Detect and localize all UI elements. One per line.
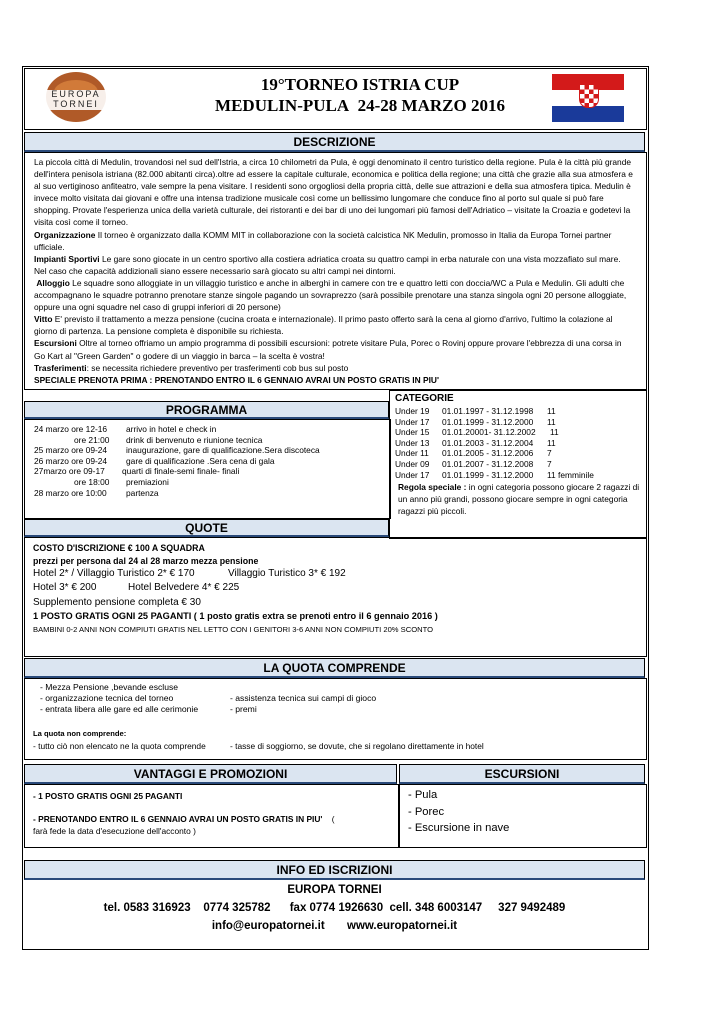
title-location: MEDULIN-PULA xyxy=(215,96,350,115)
flag-shield-icon xyxy=(579,84,599,108)
programma-when: 28 marzo ore 10:00 xyxy=(34,487,107,498)
regola-label: Regola speciale : xyxy=(398,482,467,493)
quote-content xyxy=(33,542,633,637)
regola-text: in ogni categoria possono giocare 2 ragazzi di un anno più grandi, possono giocare sempre in ogni categoria ragazzi più piccoli. xyxy=(398,482,640,517)
quote-bambini: BAMBINI 0-2 ANNI NON COMPIUTI GRATIS NEL LETTO CON I GENITORI 3-6 ANNI NON COMPIUTI 20% SCONTO xyxy=(33,625,434,634)
categoria-players: 11 xyxy=(547,406,556,416)
categoria-range: 01.01.1997 - 31.12.1998 xyxy=(442,406,534,416)
non-comprende-label: La quota non comprende: xyxy=(33,729,127,738)
descrizione-heading: DESCRIZIONE xyxy=(24,132,645,152)
categoria-range: 01.01.2005 - 31.12.2006 xyxy=(442,448,534,459)
trasferimenti-label: Trasferimenti xyxy=(34,362,87,373)
comprende-row xyxy=(38,682,628,693)
programma-what: drink di benvenuto e riunione tecnica xyxy=(126,434,263,445)
escursioni-para xyxy=(34,337,634,361)
vantaggi-item xyxy=(33,813,393,825)
categoria-range: 01.01.1999 - 31.12.2000 xyxy=(442,416,534,427)
categoria-name: Under 11 xyxy=(395,448,429,459)
programma-row xyxy=(34,424,384,435)
categoria-name: Under 17 xyxy=(395,416,430,427)
categoria-row xyxy=(395,459,640,470)
categoria-range: 01.01.2007 - 31.12.2008 xyxy=(442,458,534,469)
quote-costo: COSTO D'ISCRIZIONE € 100 A SQUADRA xyxy=(33,543,205,553)
categoria-players: 7 xyxy=(547,458,552,469)
logo-text-bottom: TORNEI xyxy=(53,99,99,109)
comprende-list xyxy=(38,682,628,715)
categoria-name: Under 19 xyxy=(395,406,430,416)
programma-row xyxy=(34,456,384,467)
categoria-name: Under 13 xyxy=(395,437,430,448)
escursioni-text: Oltre al torneo offriamo un ampio programma di possibili escursioni: potrete visitare Pula, Porec o Rovinj oppure provare l'ebbrezza di una corsa in Go Kart al "Green Garden" o godere di un viaggio in barca – la scelta è vostra! xyxy=(34,338,622,361)
programma-when: ore 18:00 xyxy=(74,476,110,487)
page-title-line1: 19°TORNEO ISTRIA CUP xyxy=(260,75,460,94)
comprende-item: - organizzazione tecnica del torneo xyxy=(40,693,174,703)
logo-text-top: EUROPA xyxy=(51,89,101,99)
non-comprende-item: - tasse di soggiorno, se dovute, che si regolano direttamente in hotel xyxy=(230,741,484,751)
escursione-item: - Porec xyxy=(408,805,445,818)
non-comprende-item: - tutto ciò non elencato ne la quota comprende xyxy=(33,741,206,751)
descrizione-text xyxy=(34,156,634,386)
speciale-prenota xyxy=(34,374,634,386)
info-heading: INFO ED ISCRIZIONI xyxy=(24,860,645,880)
info-phones: tel. 0583 316923 0774 325782 fax 0774 1926630 cell. 348 6003147 327 9492489 xyxy=(103,902,566,914)
info-company: EUROPA TORNEI xyxy=(287,884,382,896)
escursioni-heading: ESCURSIONI xyxy=(399,764,645,784)
categoria-players: 11 femminile xyxy=(547,469,594,480)
programma-list xyxy=(34,424,384,498)
quote-hotel2: Hotel 2* / Villaggio Turistico 2* € 170 xyxy=(33,568,195,579)
programma-when: 25 marzo ore 09-24 xyxy=(34,445,108,456)
categoria-players: 7 xyxy=(547,448,552,459)
categoria-name: Under 17 xyxy=(395,469,430,480)
categoria-name: Under 15 xyxy=(395,427,430,438)
categoria-row xyxy=(395,448,640,459)
quote-gratis: 1 POSTO GRATIS OGNI 25 PAGANTI ( 1 posto gratis extra se prenoti entro il 6 gennaio 2016 ) xyxy=(33,611,438,621)
escursioni-label: Escursioni xyxy=(34,338,77,349)
comprende-heading: LA QUOTA COMPRENDE xyxy=(24,658,645,678)
programma-what: arrivo in hotel e check in xyxy=(126,424,217,434)
categorie-list xyxy=(395,406,640,517)
categoria-name: Under 09 xyxy=(395,458,430,469)
croatia-flag xyxy=(552,74,624,122)
programma-what: premiazioni xyxy=(126,476,169,487)
vantaggi-list xyxy=(33,790,393,837)
escursione-item: - Escursione in nave xyxy=(408,822,510,834)
quote-hotel-row xyxy=(33,582,633,596)
impianti-text: Le gare sono giocate in un centro sportivo alla costiera adriatica croata su quattro campi in erba naturale con una vista mozzafiato sul mare. Nel caso che capacità addizionali siano essere necessario sarà giocato su altri campi nei dintorni. xyxy=(34,253,621,276)
categoria-players: 11 xyxy=(547,437,556,448)
vitto-text: E' previsto il trattamento a mezza pensione (cucina croata e internazionale). Il primo pasto offerto sarà la cena al giorno d'arrivo, l'ultimo la colazione al giorno di partenza. La pensione completa è disponibile su richiesta. xyxy=(34,314,613,337)
comprende-item: - premi xyxy=(230,704,257,714)
regola-speciale xyxy=(395,481,640,517)
categoria-players: 11 xyxy=(550,427,559,438)
organizzazione-label: Organizzazione xyxy=(34,229,96,240)
escursioni-list xyxy=(408,787,638,837)
comprende-row xyxy=(38,704,628,715)
categoria-row xyxy=(395,470,640,481)
categoria-row xyxy=(395,427,640,438)
comprende-item: - Mezza Pensione ,bevande escluse xyxy=(40,682,179,692)
escursione-item: - Pula xyxy=(408,789,438,801)
vantaggi-item-tail: ( xyxy=(331,814,335,824)
programma-when: 27marzo ore 09-17 xyxy=(34,466,105,477)
comprende-item: - assistenza tecnica sui campi di gioco xyxy=(230,693,377,703)
vantaggi-item: - 1 POSTO GRATIS OGNI 25 PAGANTI xyxy=(33,791,183,801)
programma-row xyxy=(34,466,384,477)
vitto-para xyxy=(34,313,634,337)
alloggio-text: Le squadre sono alloggiate in un villaggio turistico e anche in alberghi in camere con tre e quattro letti con doccia/WC a Pula e Medulin. Gli adulti che accompagnano le squadre potranno prenotare stanze singole pagando un sovraprezzo (sarà possibile prenotare una stanza singola ogni 20 persone alloggiate, oppure una ogni squadre nel caso di gruppi inferiori di 20 persone) xyxy=(34,277,627,313)
categoria-players: 11 xyxy=(547,416,556,427)
categoria-range: 01.01.2003 - 31.12.2004 xyxy=(442,437,534,448)
logo xyxy=(40,70,112,128)
non-comprende-row xyxy=(33,741,633,753)
quote-heading: QUOTE xyxy=(24,519,389,537)
quote-hotel-row xyxy=(33,568,633,582)
programma-what: quarti di finale-semi finale- finali xyxy=(122,466,240,477)
vitto-label: Vitto xyxy=(34,314,53,325)
organizzazione-text: Il torneo è organizzato dalla KOMM MIT in collaborazione con la società calcistica NK Medulin, promosso in Italia da Europa Tornei partner ufficiale. xyxy=(34,229,612,252)
organizzazione-para xyxy=(34,229,634,253)
categoria-range: 01.01.20001- 31.12.2002 xyxy=(442,427,536,438)
page-title-line2 xyxy=(150,95,570,116)
alloggio-para xyxy=(34,277,634,313)
impianti-para xyxy=(34,253,634,277)
info-web: info@europatornei.it www.europatornei.it xyxy=(211,920,458,932)
categoria-row xyxy=(395,406,640,417)
programma-when: 24 marzo ore 12-16 xyxy=(34,424,108,434)
quote-villaggio3: Villaggio Turistico 3* € 192 xyxy=(228,568,346,579)
title-dates: 24-28 MARZO 2016 xyxy=(357,96,505,115)
quote-belvedere: Hotel Belvedere 4* € 225 xyxy=(128,582,240,593)
programma-what: partenza xyxy=(126,487,159,498)
programma-row xyxy=(34,435,384,446)
programma-heading: PROGRAMMA xyxy=(24,401,389,419)
comprende-item: - entrata libera alle gare ed alle cerimonie xyxy=(40,704,199,714)
programma-when: ore 21:00 xyxy=(74,434,110,445)
categoria-range: 01.01.1999 - 31.12.2000 xyxy=(442,469,534,480)
vantaggi-item-text: - PRENOTANDO ENTRO IL 6 GENNAIO AVRAI UN POSTO GRATIS IN PIU' xyxy=(33,814,323,824)
vantaggi-heading: VANTAGGI E PROMOZIONI xyxy=(24,764,397,784)
vantaggi-item-note: farà fede la data d'esecuzione dell'acconto ) xyxy=(33,826,196,836)
categorie-heading: CATEGORIE xyxy=(395,393,454,404)
categoria-row xyxy=(395,417,640,428)
speciale-text: SPECIALE PRENOTA PRIMA : PRENOTANDO ENTRO IL 6 GENNAIO AVRAI UN POSTO GRATIS IN PIU' xyxy=(34,374,439,385)
trasferimenti-para xyxy=(34,362,634,374)
quote-supplemento: Supplemento pensione completa € 30 xyxy=(33,597,201,608)
programma-when: 26 marzo ore 09-24 xyxy=(34,455,108,466)
programma-what: inaugurazione, gare di qualificazione.Sera discoteca xyxy=(126,445,320,456)
programma-row xyxy=(34,488,384,499)
quote-prezzi: prezzi per persona dal 24 al 28 marzo mezza pensione xyxy=(33,556,259,566)
impianti-label: Impianti Sportivi xyxy=(34,253,100,264)
programma-row xyxy=(34,477,384,488)
trasferimenti-text: : se necessita richiedere preventivo per trasferimenti cob bus sul posto xyxy=(86,362,349,373)
comprende-row xyxy=(38,693,628,704)
alloggio-label: Alloggio xyxy=(36,277,70,288)
programma-what: gare di qualificazione .Sera cena di gala xyxy=(126,455,275,466)
categoria-row xyxy=(395,438,640,449)
quote-hotel3: Hotel 3* € 200 xyxy=(33,582,97,593)
descrizione-intro: La piccola città di Medulin, trovandosi nel sud dell'Istria, a circa 10 chilometri da Pula, è oggi denominato il centro turistico della regione. Pula è la città più grande dell'intera penisola istriana (82.000 abitanti circa).oltre ad essere la capitale culturale, economica e politica della regione; una città che grazie alla sua atmosfera e al suo vertiginoso anfiteatro, vale sempre la pena visitare. I residenti sono orgogliosi della propria città, delle sue attrazioni e della sua atmosfera tipica. Medulin è invece molto visitata dai giovani e offre una intensa tradizione musicale così come un bellissimo lungomare che conduce fino al porto sul quale si può fare shopping. Provate l'esperienza unica della varietà culturale, dei ristoranti e dei bar di uno dei lungomari più famosi dell'Adriatico – visitate la Croazia e godetevi la visita così come il torneo. xyxy=(34,157,633,228)
programma-row xyxy=(34,445,384,456)
